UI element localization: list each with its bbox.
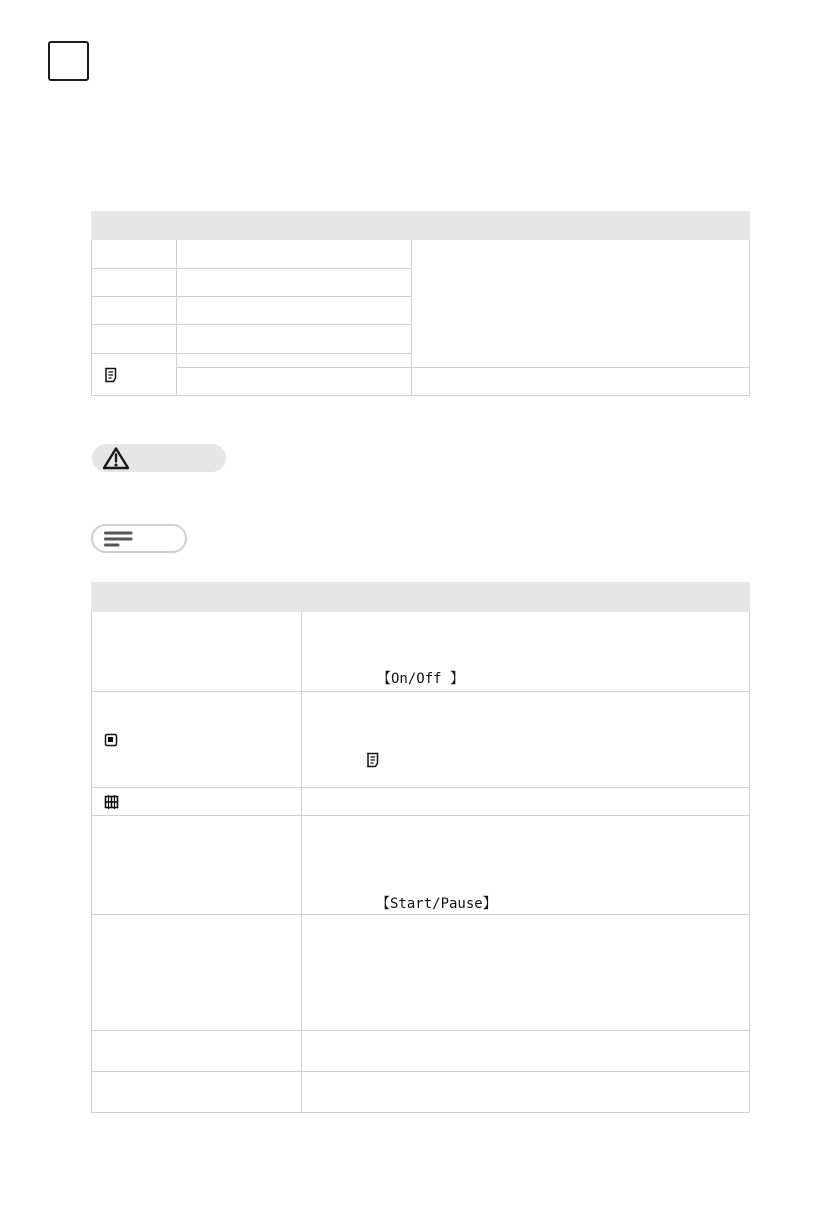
indicator-table-header <box>92 212 750 240</box>
table-row <box>92 1072 750 1113</box>
table-cell <box>92 816 302 915</box>
function-table <box>91 582 750 1113</box>
grid-lock-icon <box>104 795 119 809</box>
table-row <box>92 788 750 816</box>
table-cell <box>177 368 412 396</box>
table-cell <box>412 368 750 396</box>
warning-triangle-icon <box>102 446 130 470</box>
table-cell <box>92 240 177 269</box>
indicator-table-title <box>92 212 750 240</box>
page-number-box <box>48 41 89 81</box>
table-cell <box>177 354 412 368</box>
table-cell <box>302 915 750 1031</box>
table-cell <box>92 612 302 692</box>
table-cell <box>92 915 302 1031</box>
table-cell <box>302 788 750 816</box>
table-cell <box>412 240 750 368</box>
table-cell <box>177 297 412 325</box>
table-cell <box>92 325 177 354</box>
table-cell <box>92 1072 302 1113</box>
table-cell <box>92 269 177 297</box>
table-cell <box>302 692 750 788</box>
table-row <box>92 692 750 788</box>
table-cell <box>92 692 302 788</box>
program-icon <box>104 367 118 383</box>
table-row <box>92 240 750 269</box>
table-cell <box>302 1031 750 1072</box>
table-cell <box>302 1072 750 1113</box>
table-cell <box>177 325 412 354</box>
table-cell <box>92 1031 302 1072</box>
table-cell <box>92 788 302 816</box>
function-table-title <box>92 583 750 612</box>
table-cell <box>92 354 177 396</box>
caution-badge <box>92 444 226 472</box>
table-cell <box>302 612 750 692</box>
table-row <box>92 368 750 396</box>
note-lines-icon <box>103 530 135 548</box>
on-off-button-label: 【On/Off 】 <box>377 671 465 687</box>
table-cell <box>177 269 412 297</box>
table-row <box>92 915 750 1031</box>
note-badge <box>91 524 187 553</box>
start-pause-button-label: 【Start/Pause】 <box>376 896 497 912</box>
program-icon <box>366 752 380 768</box>
table-cell <box>302 816 750 915</box>
table-cell <box>92 297 177 325</box>
display-square-icon <box>104 733 118 747</box>
table-row <box>92 1031 750 1072</box>
indicator-table <box>91 211 750 396</box>
table-cell <box>177 240 412 269</box>
function-table-header <box>92 583 750 612</box>
